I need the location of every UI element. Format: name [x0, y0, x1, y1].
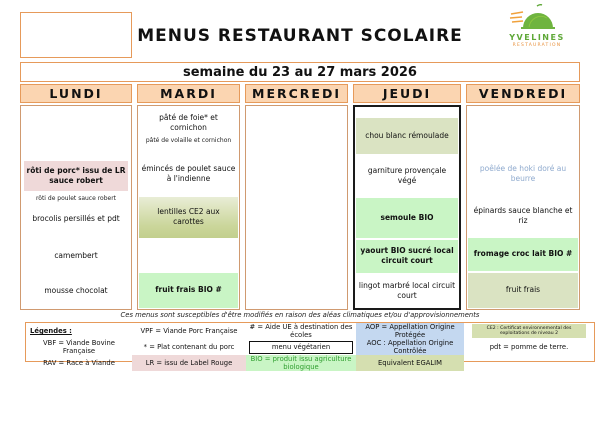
menu-grid — [20, 84, 580, 310]
legend-porc: * = Plat contenant du porc — [143, 343, 235, 351]
menu-cell-legume — [467, 196, 579, 237]
legend-bio: BIO = produit issu agriculture biologique — [246, 355, 356, 371]
dish-text: yaourt BIO sucré local circuit court — [360, 246, 454, 266]
dish-text: lingot marbré local circuit court — [358, 280, 456, 300]
dish-text: semoule BIO — [380, 213, 434, 223]
dish-text: camembert — [54, 251, 98, 261]
week-banner — [20, 62, 580, 82]
menu-cell-legume — [21, 198, 131, 240]
legend-rav: RAV = Race à Viande — [43, 359, 115, 367]
menu-cell-dessert — [246, 273, 347, 309]
menu-cell-entree — [467, 106, 579, 153]
page-title: MENUS RESTAURANT SCOLAIRE — [137, 26, 463, 46]
day-column-lundi — [20, 84, 132, 310]
menu-vegetarien-box: menu végétarien — [249, 341, 353, 354]
day-body-jeudi-highlighted — [353, 105, 461, 310]
menu-cell-fromage — [468, 238, 578, 271]
day-body-mardi — [137, 105, 240, 310]
menu-cell-plat — [21, 154, 131, 202]
menu-cell-fromage — [138, 239, 239, 272]
menu-cell-fromage — [21, 239, 131, 273]
cloche-logo-icon — [509, 4, 565, 30]
menu-cell-fromage — [356, 240, 458, 272]
day-column-mercredi — [245, 84, 348, 310]
menu-cell-dessert — [21, 273, 131, 309]
menu-cell-legume — [356, 198, 458, 238]
day-column-jeudi — [353, 84, 461, 310]
day-header-mercredi — [245, 84, 348, 103]
dish-text: pâté de foie* et cornichon — [159, 113, 218, 133]
legend-title: Légendes : — [30, 327, 72, 335]
logo-subtitle: RESTAURATION — [512, 42, 562, 48]
day-column-mardi — [137, 84, 240, 310]
dish-text: brocolis persillés et pdt — [32, 213, 120, 223]
legend-aop: AOP = Appellation Origine Protégée — [356, 323, 464, 339]
day-label: MARDI — [160, 86, 217, 101]
dish-text: mousse chocolat — [44, 286, 108, 296]
menu-cell-plat — [467, 153, 579, 196]
dish-text: fromage croc lait BIO # — [473, 249, 573, 259]
dish-text: garniture provençale végé — [367, 166, 447, 186]
menu-cell-entree — [356, 118, 458, 154]
legend-label-rouge: LR = issu de Label Rouge — [132, 355, 246, 371]
menu-cell-plat — [138, 153, 239, 196]
day-label: LUNDI — [49, 86, 103, 101]
day-label: VENDREDI — [478, 86, 568, 101]
logo-name: YVELINES — [509, 33, 565, 42]
menu-cell-plat — [355, 155, 459, 197]
day-header-vendredi — [466, 84, 580, 103]
day-body-lundi — [20, 105, 132, 310]
day-body-vendredi — [466, 105, 580, 310]
menu-cell-entree — [246, 106, 347, 154]
legend-vpf: VPF = Viande Porc Française — [140, 327, 238, 335]
legend-aoc: AOC : Appellation Origine Contrôlée — [356, 339, 464, 355]
legend-empty — [464, 355, 594, 371]
yvelines-restauration-logo — [502, 4, 572, 48]
dish-text: émincés de poulet sauce à l'indienne — [141, 164, 236, 184]
menu-cell-entree — [21, 106, 131, 154]
dish-text: fruit frais — [505, 285, 541, 295]
dish-text: chou blanc rémoulade — [365, 131, 449, 141]
disclaimer-note: Ces menus sont susceptibles d'être modifiés en raison des aléas climatiques et/ou d'approvisionnements — [120, 311, 480, 319]
legend-vegetarien-cell — [246, 339, 356, 355]
legend-vbf: VBF = Viande Bovine Française — [43, 339, 115, 355]
day-label: MERCREDI — [252, 86, 341, 101]
menu-cell-dessert — [139, 273, 238, 308]
menu-cell-legume — [246, 198, 347, 240]
dish-text: fruit frais BIO # — [155, 285, 222, 295]
day-header-mardi — [137, 84, 240, 103]
legend-pdt: pdt = pomme de terre. — [489, 343, 569, 351]
menu-cell-fromage — [246, 239, 347, 273]
dish-alternative: pâté de volaille et cornichon — [145, 137, 232, 145]
dish-text: lentilles CE2 aux carottes — [157, 207, 220, 227]
week-banner-text: semaine du 23 au 27 mars 2026 — [183, 64, 417, 80]
legend-egalim: Equivalent EGALIM — [356, 355, 464, 371]
dish-alternative: rôti de poulet sauce robert — [35, 194, 117, 202]
menu-cell-legume — [139, 197, 238, 238]
legend-table — [25, 322, 595, 371]
menu-cell-dessert — [468, 273, 578, 308]
menu-cell-entree — [138, 106, 239, 153]
menu-cell-plat — [246, 154, 347, 198]
legend-aide-ue: # = Aide UE à destination des écoles — [249, 323, 353, 339]
day-label: JEUDI — [382, 86, 432, 101]
dish-text: épinards sauce blanche et riz — [473, 206, 573, 226]
dish-highlight-pink: rôti de porc* issu de LR sauce robert — [24, 161, 128, 191]
menu-cell-dessert — [355, 274, 459, 308]
legend-ce2: CE2 : Certificat environnemental des exploitations de niveau 2 — [472, 324, 586, 338]
dish-text: poêlée de hoki doré au beurre — [479, 164, 567, 184]
day-column-vendredi — [466, 84, 580, 310]
day-body-mercredi — [245, 105, 348, 310]
day-header-lundi — [20, 84, 132, 103]
day-header-jeudi — [353, 84, 461, 103]
